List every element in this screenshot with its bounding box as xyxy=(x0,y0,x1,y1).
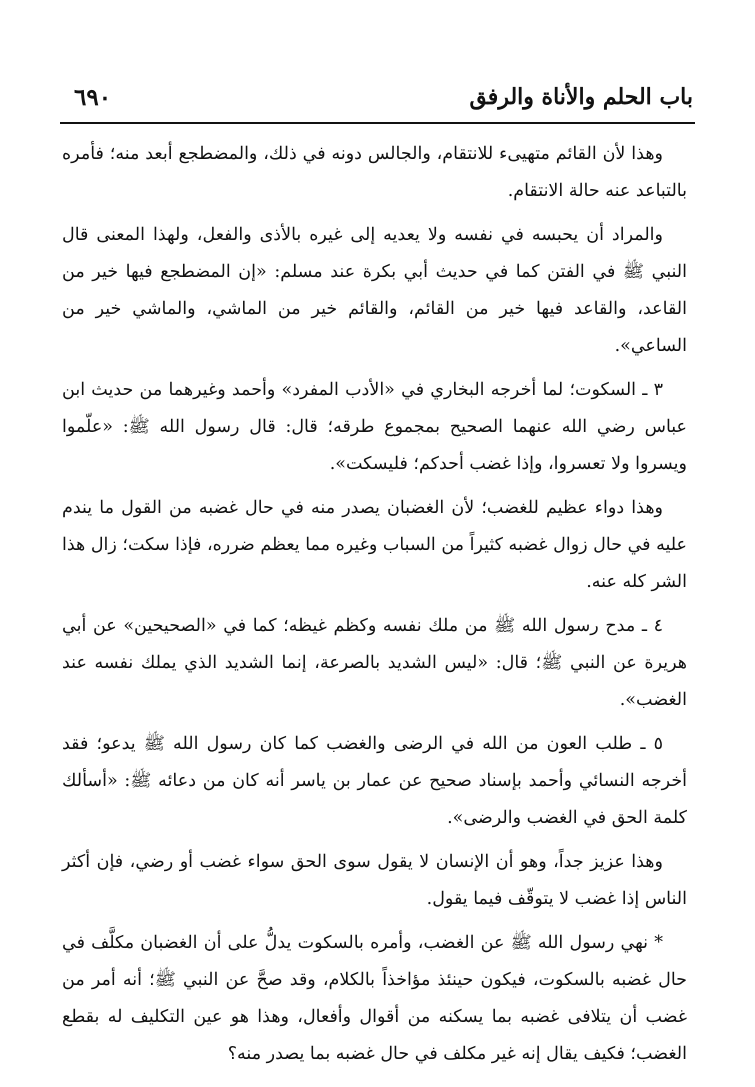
paragraph: ٥ ـ طلب العون من الله في الرضى والغضب كما كان رسول الله ﷺ يدعو؛ فقد أخرجه النسائي وأحمد بإسناد صحيح عن عمار بن ياسر أنه كان من دعائه ﷺ: «أسألك كلمة الحق في الغضب والرضى». xyxy=(62,734,687,828)
paragraph: ٣ ـ السكوت؛ لما أخرجه البخاري في «الأدب المفرد» وأحمد وغيرهما من حديث ابن عباس رضي الله عنهما الصحيح بمجموع طرقه؛ قال: قال رسول الله ﷺ: «علّموا ويسروا ولا تعسروا، وإذا غضب أحدكم؛ فليسكت». xyxy=(62,380,687,474)
header-divider xyxy=(60,122,695,124)
chapter-title: باب الحلم والأناة والرفق xyxy=(469,84,693,110)
page-number: ٦٩٠ xyxy=(74,84,112,111)
paragraph: * نهي رسول الله ﷺ عن الغضب، وأمره بالسكوت يدلُّ على أن الغضبان مكلَّف في حال غضبه بالسكوت، فيكون حينئذ مؤاخذاً بالكلام، وقد صحَّ عن النبي ﷺ؛ أنه أمر من غضب أن يتلافى غضبه بما يسكنه من أقوال وأفعال، وهذا هو عين التكليف له بقطع الغضب؛ فكيف يقال إنه غير مكلف في حال غضبه بما يصدر منه؟ xyxy=(62,933,687,1064)
paragraph: وهذا عزيز جداً، وهو أن الإنسان لا يقول سوى الحق سواء غضب أو رضي، فإن أكثر الناس إذا غضب لا يتوقّف فيما يقول. xyxy=(62,852,687,909)
page-body xyxy=(62,136,687,1064)
page-header xyxy=(60,82,695,116)
paragraph: وهذا لأن القائم متهيىء للانتقام، والجالس دونه في ذلك، والمضطجع أبعد منه؛ فأمره بالتباعد عنه حالة الانتقام. xyxy=(62,144,687,201)
paragraph: وهذا دواء عظيم للغضب؛ لأن الغضبان يصدر منه في حال غضبه من القول ما يندم عليه في حال زوال غضبه كثيراً من السباب وغيره مما يعظم ضرره، فإذا سكت؛ زال هذا الشر كله عنه. xyxy=(62,498,687,592)
paragraph: والمراد أن يحبسه في نفسه ولا يعديه إلى غيره بالأذى والفعل، ولهذا المعنى قال النبي ﷺ في الفتن كما في حديث أبي بكرة عند مسلم: «إن المضطجع فيها خير من القاعد، والقاعد فيها خير من القائم، والقائم خير من الماشي، والماشي خير من الساعي». xyxy=(62,225,687,356)
paragraph: ٤ ـ مدح رسول الله ﷺ من ملك نفسه وكظم غيظه؛ كما في «الصحيحين» عن أبي هريرة عن النبي ﷺ؛ قال: «ليس الشديد بالصرعة، إنما الشديد الذي يملك نفسه عند الغضب». xyxy=(62,616,687,710)
